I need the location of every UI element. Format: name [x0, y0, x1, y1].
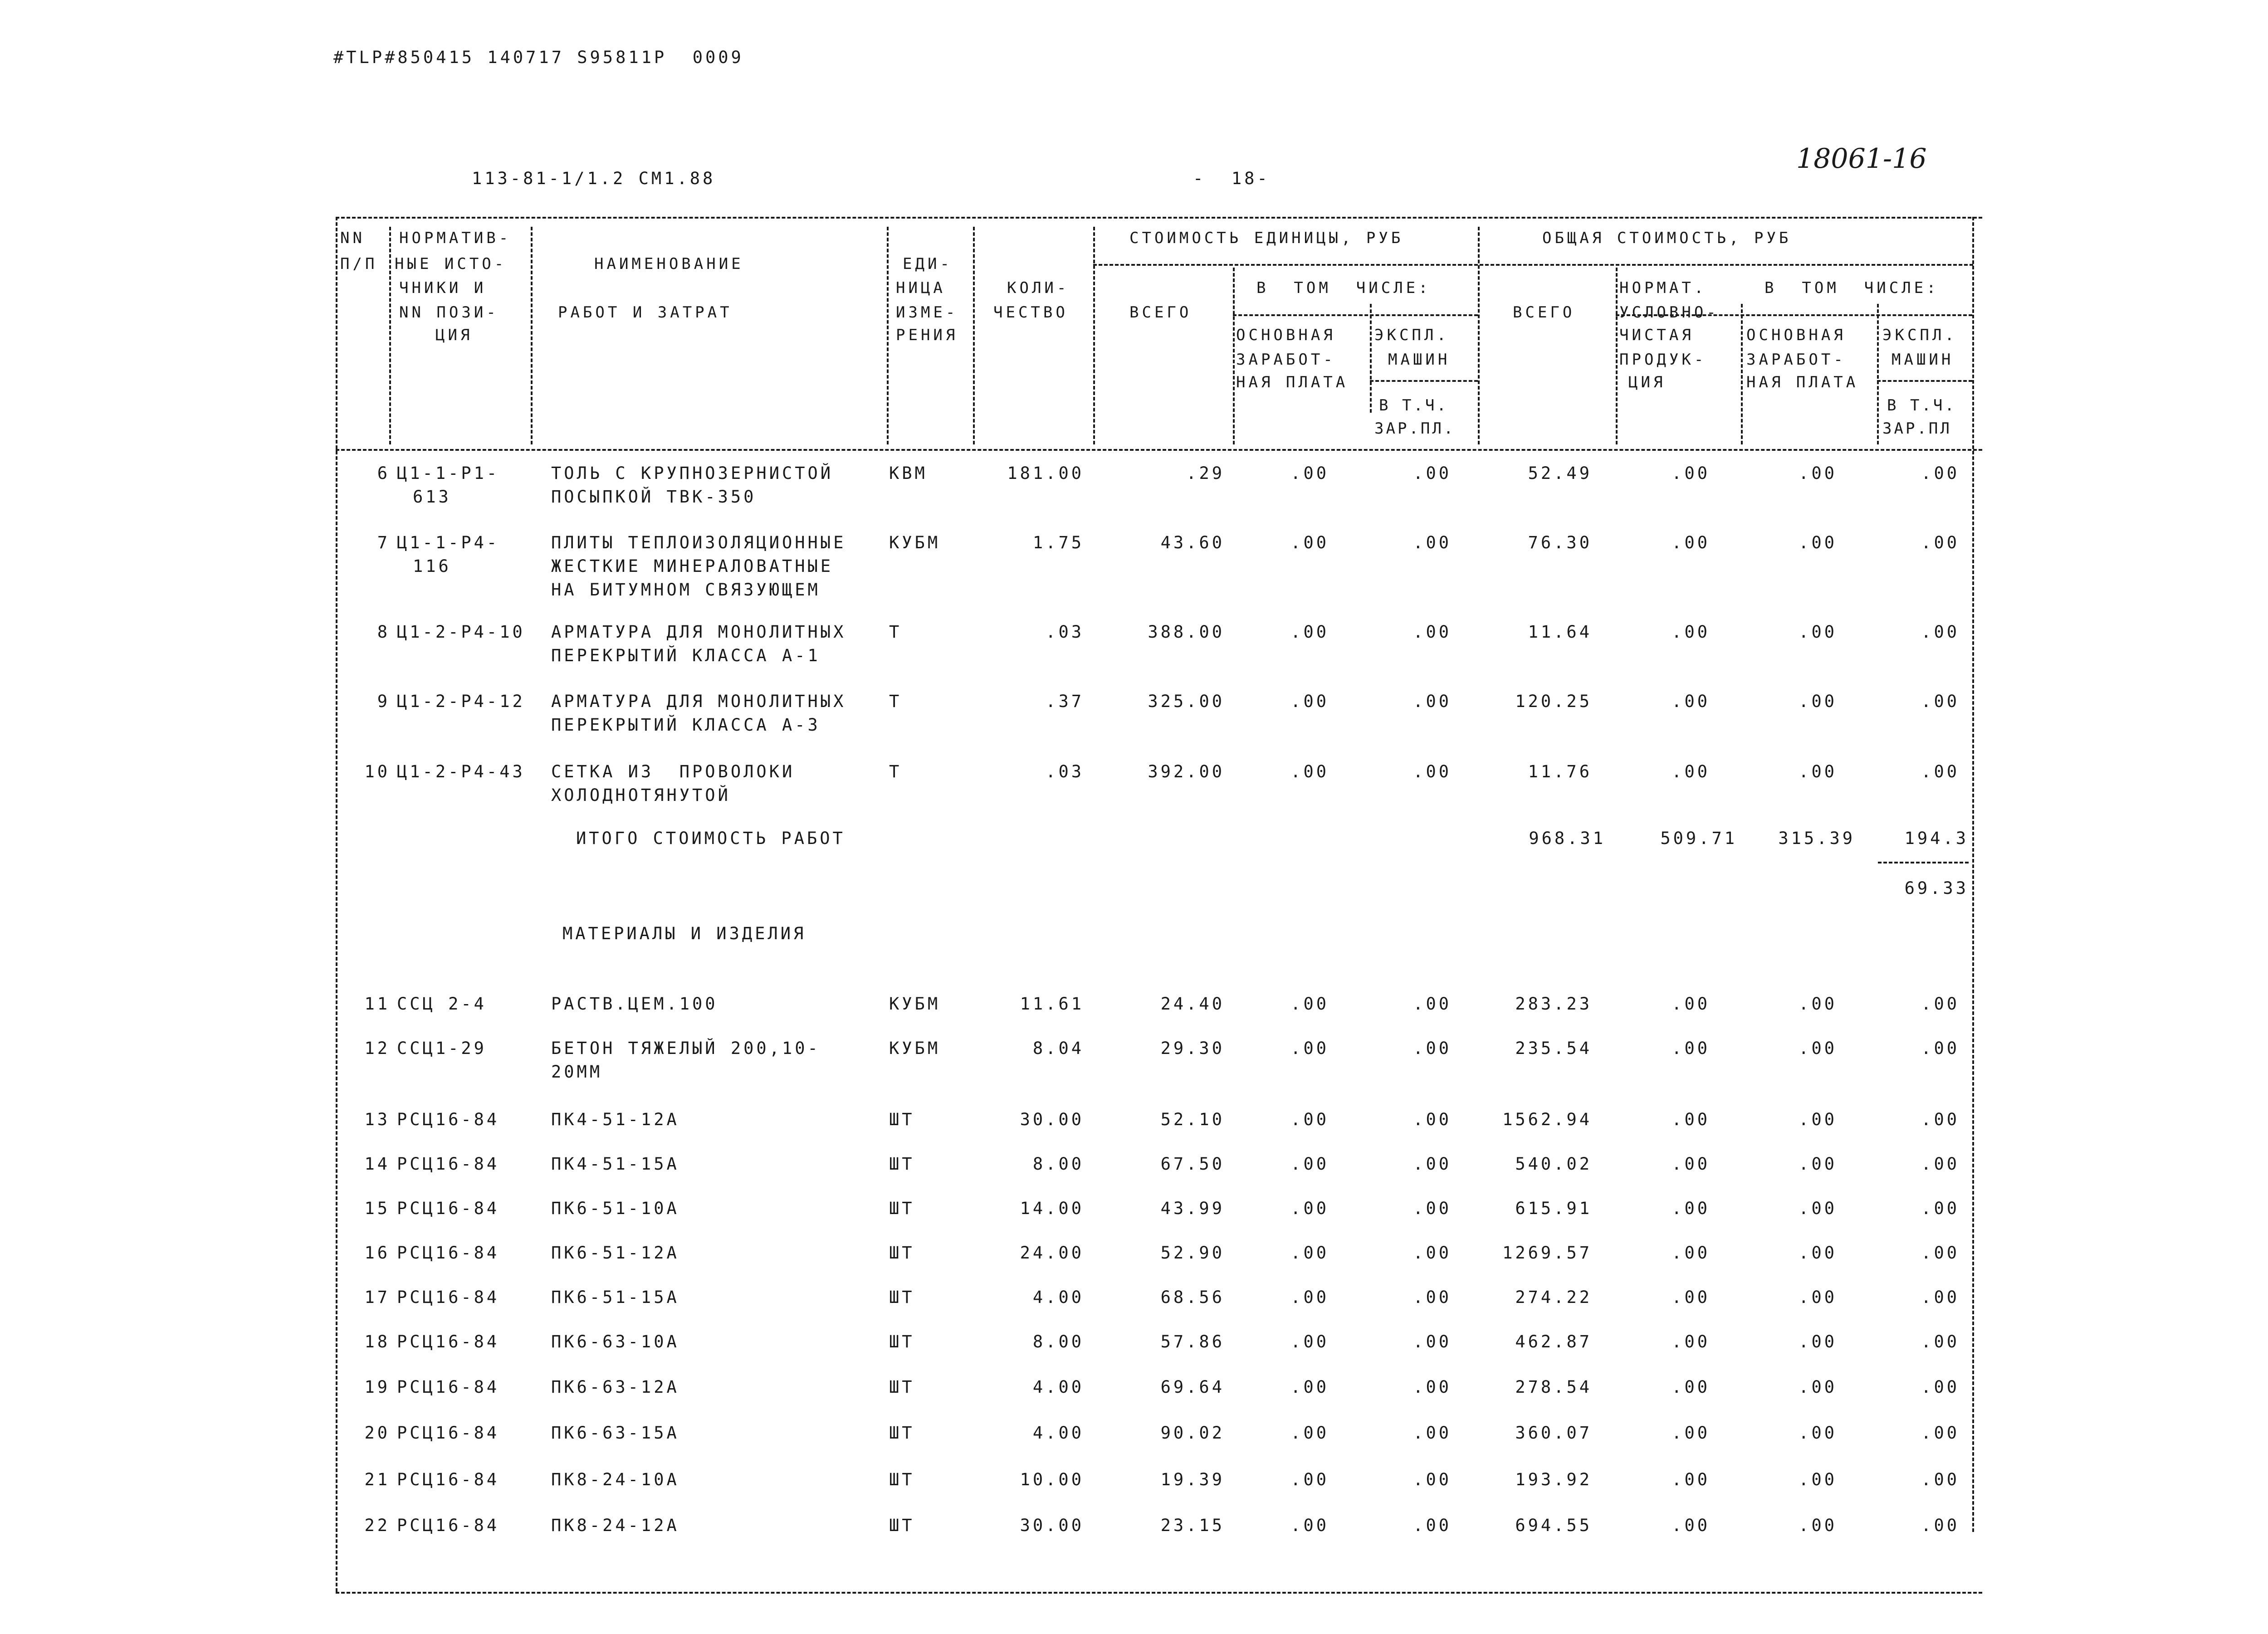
row-total: 1269.57 — [1502, 1243, 1592, 1263]
header-qty: КОЛИ- — [1007, 279, 1070, 297]
row-name: ПК6-63-12А — [551, 1377, 679, 1397]
row-unit: КВМ — [889, 463, 928, 483]
row-total-wage: .00 — [1799, 762, 1837, 781]
handwritten-note: 18061-16 — [1796, 143, 1927, 175]
itogo-underline — [1878, 862, 1969, 863]
row-name: 20ММ — [551, 1062, 603, 1082]
row-unit-mach: .00 — [1413, 533, 1452, 552]
row-unit-wage: .00 — [1290, 692, 1329, 711]
row-unit: ШТ — [889, 1377, 915, 1397]
row-code: ССЦ 2-4 — [397, 994, 487, 1014]
row-name: ПК6-63-10А — [551, 1332, 679, 1351]
row-unit-mach: .00 — [1413, 1199, 1452, 1218]
row-unit: Т — [889, 762, 902, 781]
header-normativ: ЦИЯ — [435, 326, 473, 344]
row-unit-total: 52.90 — [1160, 1243, 1225, 1263]
header-rule — [1616, 268, 1618, 444]
row-total: 360.07 — [1515, 1423, 1592, 1443]
row-total: 120.25 — [1515, 692, 1592, 711]
row-code: РСЦ16-84 — [397, 1423, 500, 1443]
row-unit-total: 43.99 — [1160, 1199, 1225, 1218]
header-unit: ЕДИ- — [903, 255, 953, 273]
row-total-wage: .00 — [1799, 1470, 1837, 1489]
row-total: 540.02 — [1515, 1154, 1592, 1174]
row-unit: ШТ — [889, 1423, 915, 1443]
table-bottom-border — [336, 1592, 1982, 1594]
row-total-norm: .00 — [1672, 1377, 1710, 1397]
row-unit: ШТ — [889, 1516, 915, 1535]
row-unit: ШТ — [889, 1110, 915, 1129]
row-total-mach: .00 — [1921, 622, 1960, 642]
row-total: 615.91 — [1515, 1199, 1592, 1218]
row-total-norm: .00 — [1672, 762, 1710, 781]
itogo-label: ИТОГО СТОИМОСТЬ РАБОТ — [576, 829, 846, 848]
row-name: НА БИТУМНОМ СВЯЗУЮЩЕМ — [551, 580, 821, 600]
header-pp: П/П — [340, 255, 378, 273]
row-number: 19 — [364, 1377, 390, 1397]
row-unit: ШТ — [889, 1199, 915, 1218]
row-unit-mach: .00 — [1413, 1288, 1452, 1307]
row-unit-wage: .00 — [1290, 1377, 1329, 1397]
row-total-mach: .00 — [1921, 1288, 1960, 1307]
row-code: РСЦ16-84 — [397, 1110, 500, 1129]
row-number: 20 — [364, 1423, 390, 1443]
row-code: РСЦ16-84 — [397, 1243, 500, 1263]
row-code: Ц1-1-Р1- — [397, 463, 500, 483]
header-rule — [389, 227, 391, 444]
row-total-wage: .00 — [1799, 1377, 1837, 1397]
row-unit-wage: .00 — [1290, 1423, 1329, 1443]
row-number: 21 — [364, 1470, 390, 1489]
row-total-wage: .00 — [1799, 1332, 1837, 1351]
row-qty: 4.00 — [1032, 1288, 1084, 1307]
header-vtch-total: В Т.Ч. — [1887, 396, 1956, 415]
row-number: 10 — [364, 762, 390, 781]
row-total-wage: .00 — [1799, 1516, 1837, 1535]
row-name: ПЛИТЫ ТЕПЛОИЗОЛЯЦИОННЫЕ — [551, 533, 846, 552]
table-top-border — [336, 217, 1982, 219]
row-unit: Т — [889, 622, 902, 642]
row-code: РСЦ16-84 — [397, 1154, 500, 1174]
header-vtch-total: ЗАР.ПЛ — [1882, 419, 1952, 438]
header-osnovnaya-total: ЗАРАБОТ- — [1746, 351, 1846, 369]
row-unit-mach: .00 — [1413, 1110, 1452, 1129]
header-rule — [531, 227, 533, 444]
row-total-norm: .00 — [1672, 1423, 1710, 1443]
row-unit-wage: .00 — [1290, 1516, 1329, 1535]
header-rule — [1093, 227, 1095, 444]
row-total-mach: .00 — [1921, 463, 1960, 483]
row-code: РСЦ16-84 — [397, 1516, 500, 1535]
header-osnovnaya-unit: НАЯ ПЛАТА — [1236, 373, 1349, 391]
row-name: ПК8-24-10А — [551, 1470, 679, 1489]
header-ekspl-total: ЭКСПЛ. — [1882, 326, 1957, 344]
row-total-mach: .00 — [1921, 1039, 1960, 1058]
row-total-norm: .00 — [1672, 1243, 1710, 1263]
row-unit-total: 19.39 — [1160, 1470, 1225, 1489]
header-rule — [887, 227, 889, 444]
row-total-norm: .00 — [1672, 463, 1710, 483]
header-v-tom-chisle-unit: В ТОМ ЧИСЛЕ: — [1256, 279, 1431, 297]
row-qty: 30.00 — [1020, 1110, 1084, 1129]
row-unit-wage: .00 — [1290, 1332, 1329, 1351]
document-code: #TLP#850415 140717 S95811P 0009 — [333, 48, 744, 67]
header-osnovnaya-total: НАЯ ПЛАТА — [1746, 373, 1859, 391]
row-name: ЖЕСТКИЕ МИНЕРАЛОВАТНЫЕ — [551, 556, 834, 576]
row-name: АРМАТУРА ДЛЯ МОНОЛИТНЫХ — [551, 692, 846, 711]
row-total: 235.54 — [1515, 1039, 1592, 1058]
row-total-wage: .00 — [1799, 692, 1837, 711]
row-qty: 30.00 — [1020, 1516, 1084, 1535]
header-rule-h — [1093, 264, 1973, 266]
row-unit-total: 68.56 — [1160, 1288, 1225, 1307]
row-unit-mach: .00 — [1413, 1154, 1452, 1174]
row-unit-wage: .00 — [1290, 1039, 1329, 1058]
row-unit-total: 52.10 — [1160, 1110, 1225, 1129]
header-unit: НИЦА — [896, 279, 946, 297]
row-name: ПК4-51-15А — [551, 1154, 679, 1174]
header-normat: НОРМАТ. — [1619, 279, 1707, 297]
header-unit: РЕНИЯ — [896, 326, 958, 344]
header-rule — [1370, 304, 1372, 413]
row-name: ПК4-51-12А — [551, 1110, 679, 1129]
row-code: РСЦ16-84 — [397, 1377, 500, 1397]
header-v-tom-chisle-total: В ТОМ ЧИСЛЕ: — [1765, 279, 1939, 297]
row-unit-total: .29 — [1186, 463, 1225, 483]
row-total-mach: .00 — [1921, 1243, 1960, 1263]
row-total-mach: .00 — [1921, 1332, 1960, 1351]
row-code: РСЦ16-84 — [397, 1332, 500, 1351]
row-name: ПК6-51-10А — [551, 1199, 679, 1218]
document-reference: 113-81-1/1.2 CM1.88 — [472, 169, 716, 188]
row-unit: КУБМ — [889, 1039, 941, 1058]
row-code: ССЦ1-29 — [397, 1039, 487, 1058]
row-qty: .03 — [1046, 762, 1084, 781]
itogo-mach-zp: 69.33 — [1904, 878, 1969, 898]
row-unit-wage: .00 — [1290, 994, 1329, 1014]
row-code: 116 — [413, 556, 451, 576]
row-total-wage: .00 — [1799, 994, 1837, 1014]
row-name: ПК8-24-12А — [551, 1516, 679, 1535]
row-qty: 8.04 — [1032, 1039, 1084, 1058]
row-unit-mach: .00 — [1413, 1039, 1452, 1058]
row-unit-total: 325.00 — [1148, 692, 1225, 711]
row-total-wage: .00 — [1799, 533, 1837, 552]
row-unit-mach: .00 — [1413, 463, 1452, 483]
header-ekspl-unit: МАШИН — [1388, 351, 1451, 369]
header-nn: NN — [340, 229, 365, 247]
row-total: 694.55 — [1515, 1516, 1592, 1535]
header-naimenovanie: НАИМЕНОВАНИЕ — [594, 255, 744, 273]
header-rule-h — [1370, 380, 1478, 382]
row-code: Ц1-2-Р4-12 — [397, 692, 525, 711]
row-number: 12 — [364, 1039, 390, 1058]
row-unit-mach: .00 — [1413, 1423, 1452, 1443]
row-name: ПЕРЕКРЫТИЙ КЛАССА А-3 — [551, 715, 821, 735]
row-number: 11 — [364, 994, 390, 1014]
table-left-border — [336, 217, 337, 1592]
header-osnovnaya-unit: ОСНОВНАЯ — [1236, 326, 1336, 344]
row-name: ПОСЫПКОЙ ТВК-350 — [551, 487, 757, 507]
row-number: 13 — [364, 1110, 390, 1129]
row-total-wage: .00 — [1799, 1154, 1837, 1174]
row-total: 193.92 — [1515, 1470, 1592, 1489]
row-total-norm: .00 — [1672, 1039, 1710, 1058]
row-total-norm: .00 — [1672, 1516, 1710, 1535]
row-number: 9 — [377, 692, 390, 711]
row-unit-total: 29.30 — [1160, 1039, 1225, 1058]
row-code: 613 — [413, 487, 451, 507]
row-unit-wage: .00 — [1290, 463, 1329, 483]
header-raboty-zatraty: РАБОТ И ЗАТРАТ — [558, 303, 733, 322]
header-normativ: НОРМАТИВ- — [399, 229, 512, 247]
row-total-mach: .00 — [1921, 762, 1960, 781]
header-rule — [1741, 304, 1743, 444]
row-name: ПК6-63-15А — [551, 1423, 679, 1443]
header-bottom-border — [336, 449, 1982, 451]
row-total-wage: .00 — [1799, 1243, 1837, 1263]
row-total-mach: .00 — [1921, 533, 1960, 552]
row-qty: 10.00 — [1020, 1470, 1084, 1489]
row-total: 11.64 — [1528, 622, 1592, 642]
row-qty: 1.75 — [1032, 533, 1084, 552]
row-unit-wage: .00 — [1290, 1110, 1329, 1129]
row-name: СЕТКА ИЗ ПРОВОЛОКИ — [551, 762, 795, 781]
row-unit-wage: .00 — [1290, 533, 1329, 552]
row-unit-mach: .00 — [1413, 622, 1452, 642]
row-total-mach: .00 — [1921, 1154, 1960, 1174]
row-unit-total: 23.15 — [1160, 1516, 1225, 1535]
row-unit-mach: .00 — [1413, 994, 1452, 1014]
row-total-norm: .00 — [1672, 692, 1710, 711]
row-total-norm: .00 — [1672, 1288, 1710, 1307]
row-unit: ШТ — [889, 1332, 915, 1351]
row-qty: .03 — [1046, 622, 1084, 642]
row-total: 462.87 — [1515, 1332, 1592, 1351]
header-rule — [1877, 304, 1879, 444]
row-unit-mach: .00 — [1413, 692, 1452, 711]
row-total-mach: .00 — [1921, 1377, 1960, 1397]
row-total: 278.54 — [1515, 1377, 1592, 1397]
header-normativ: NN ПОЗИ- — [399, 303, 499, 322]
row-qty: .37 — [1046, 692, 1084, 711]
row-unit-mach: .00 — [1413, 1516, 1452, 1535]
header-total-cost-title: ОБЩАЯ СТОИМОСТЬ, РУБ — [1542, 229, 1792, 247]
row-number: 15 — [364, 1199, 390, 1218]
row-total-mach: .00 — [1921, 1470, 1960, 1489]
row-name: АРМАТУРА ДЛЯ МОНОЛИТНЫХ — [551, 622, 846, 642]
row-total-norm: .00 — [1672, 622, 1710, 642]
row-unit-mach: .00 — [1413, 1377, 1452, 1397]
row-unit-wage: .00 — [1290, 1199, 1329, 1218]
row-total: 1562.94 — [1502, 1110, 1592, 1129]
row-unit-wage: .00 — [1290, 622, 1329, 642]
header-normat: ЧИСТАЯ — [1619, 326, 1694, 344]
header-ekspl-unit: ЭКСПЛ. — [1374, 326, 1449, 344]
row-total-wage: .00 — [1799, 1199, 1837, 1218]
row-total-norm: .00 — [1672, 1199, 1710, 1218]
row-unit-total: 24.40 — [1160, 994, 1225, 1014]
row-qty: 24.00 — [1020, 1243, 1084, 1263]
itogo-wage: 315.39 — [1778, 829, 1855, 848]
row-qty: 4.00 — [1032, 1377, 1084, 1397]
row-total-mach: .00 — [1921, 1110, 1960, 1129]
row-total-wage: .00 — [1799, 1039, 1837, 1058]
row-unit: КУБМ — [889, 533, 941, 552]
header-unit: ИЗМЕ- — [896, 303, 958, 322]
row-total-mach: .00 — [1921, 1423, 1960, 1443]
header-ekspl-total: МАШИН — [1892, 351, 1954, 369]
row-total-norm: .00 — [1672, 1154, 1710, 1174]
header-normat: ЦИЯ — [1628, 373, 1666, 391]
row-total: 52.49 — [1528, 463, 1592, 483]
row-number: 8 — [377, 622, 390, 642]
itogo-mach: 194.3 — [1904, 829, 1969, 848]
row-name: ПЕРЕКРЫТИЙ КЛАССА А-1 — [551, 646, 821, 665]
row-unit-total: 43.60 — [1160, 533, 1225, 552]
row-unit-total: 90.02 — [1160, 1423, 1225, 1443]
row-name: БЕТОН ТЯЖЕЛЫЙ 200,10- — [551, 1039, 821, 1058]
header-normativ: НЫЕ ИСТО- — [395, 255, 507, 273]
row-code: Ц1-2-Р4-10 — [397, 622, 525, 642]
row-number: 22 — [364, 1516, 390, 1535]
row-number: 18 — [364, 1332, 390, 1351]
row-code: РСЦ16-84 — [397, 1199, 500, 1218]
row-total-wage: .00 — [1799, 622, 1837, 642]
itogo-total: 968.31 — [1529, 829, 1606, 848]
row-number: 7 — [377, 533, 390, 552]
header-qty: ЧЕСТВО — [993, 303, 1068, 322]
row-total-mach: .00 — [1921, 1516, 1960, 1535]
row-qty: 181.00 — [1007, 463, 1084, 483]
row-unit-wage: .00 — [1290, 1470, 1329, 1489]
row-unit: ШТ — [889, 1288, 915, 1307]
row-number: 14 — [364, 1154, 390, 1174]
row-total-norm: .00 — [1672, 1470, 1710, 1489]
header-rule-h — [1877, 380, 1972, 382]
row-unit: Т — [889, 692, 902, 711]
page-number: - 18- — [1193, 169, 1270, 188]
row-code: РСЦ16-84 — [397, 1288, 500, 1307]
row-unit-mach: .00 — [1413, 1332, 1452, 1351]
row-total-norm: .00 — [1672, 1110, 1710, 1129]
header-rule-h — [1233, 314, 1478, 316]
row-name: ПК6-51-15А — [551, 1288, 679, 1307]
row-total-norm: .00 — [1672, 1332, 1710, 1351]
header-unit-cost-title: СТОИМОСТЬ ЕДИНИЦЫ, РУБ — [1129, 229, 1404, 247]
row-code: Ц1-2-Р4-43 — [397, 762, 525, 781]
row-name: ТОЛЬ С КРУПНОЗЕРНИСТОЙ — [551, 463, 834, 483]
row-unit: ШТ — [889, 1154, 915, 1174]
row-unit-total: 57.86 — [1160, 1332, 1225, 1351]
row-number: 6 — [377, 463, 390, 483]
row-total-mach: .00 — [1921, 692, 1960, 711]
row-total-mach: .00 — [1921, 1199, 1960, 1218]
row-unit-total: 69.64 — [1160, 1377, 1225, 1397]
row-unit: ШТ — [889, 1243, 915, 1263]
row-total: 11.76 — [1528, 762, 1592, 781]
row-unit-total: 388.00 — [1148, 622, 1225, 642]
row-number: 16 — [364, 1243, 390, 1263]
row-unit: КУБМ — [889, 994, 941, 1014]
row-total-wage: .00 — [1799, 1423, 1837, 1443]
header-rule — [973, 227, 975, 444]
row-unit-wage: .00 — [1290, 1154, 1329, 1174]
row-total: 283.23 — [1515, 994, 1592, 1014]
header-normativ: ЧНИКИ И — [399, 279, 487, 297]
row-total-norm: .00 — [1672, 994, 1710, 1014]
row-unit-mach: .00 — [1413, 1243, 1452, 1263]
row-qty: 14.00 — [1020, 1199, 1084, 1218]
header-vsego-unit: ВСЕГО — [1129, 303, 1192, 322]
row-total-norm: .00 — [1672, 533, 1710, 552]
header-rule — [1478, 227, 1480, 444]
header-rule — [1233, 268, 1235, 444]
row-name: РАСТВ.ЦЕМ.100 — [551, 994, 718, 1014]
row-total-wage: .00 — [1799, 463, 1837, 483]
row-name: ПК6-51-12А — [551, 1243, 679, 1263]
row-qty: 8.00 — [1032, 1332, 1084, 1351]
row-unit-total: 67.50 — [1160, 1154, 1225, 1174]
row-qty: 11.61 — [1020, 994, 1084, 1014]
row-number: 17 — [364, 1288, 390, 1307]
header-osnovnaya-total: ОСНОВНАЯ — [1746, 326, 1846, 344]
itogo-norm: 509.71 — [1660, 829, 1737, 848]
row-qty: 4.00 — [1032, 1423, 1084, 1443]
header-osnovnaya-unit: ЗАРАБОТ- — [1236, 351, 1336, 369]
row-unit-wage: .00 — [1290, 1243, 1329, 1263]
row-code: РСЦ16-84 — [397, 1470, 500, 1489]
row-total-wage: .00 — [1799, 1110, 1837, 1129]
materials-section-title: МАТЕРИАЛЫ И ИЗДЕЛИЯ — [562, 924, 807, 943]
header-vtch-unit: В Т.Ч. — [1379, 396, 1448, 415]
table-right-border — [1972, 217, 1974, 1532]
header-normat: ПРОДУК- — [1619, 351, 1707, 369]
header-vsego-total: ВСЕГО — [1513, 303, 1575, 322]
row-total-mach: .00 — [1921, 994, 1960, 1014]
row-unit: ШТ — [889, 1470, 915, 1489]
row-name: ХОЛОДНОТЯНУТОЙ — [551, 785, 731, 805]
row-unit-total: 392.00 — [1148, 762, 1225, 781]
header-vtch-unit: ЗАР.ПЛ. — [1374, 419, 1456, 438]
row-qty: 8.00 — [1032, 1154, 1084, 1174]
row-unit-wage: .00 — [1290, 762, 1329, 781]
row-code: Ц1-1-Р4- — [397, 533, 500, 552]
row-unit-wage: .00 — [1290, 1288, 1329, 1307]
row-total-wage: .00 — [1799, 1288, 1837, 1307]
header-normat: УСЛОВНО- — [1619, 303, 1719, 322]
row-total: 274.22 — [1515, 1288, 1592, 1307]
row-unit-mach: .00 — [1413, 762, 1452, 781]
row-unit-mach: .00 — [1413, 1470, 1452, 1489]
row-total: 76.30 — [1528, 533, 1592, 552]
